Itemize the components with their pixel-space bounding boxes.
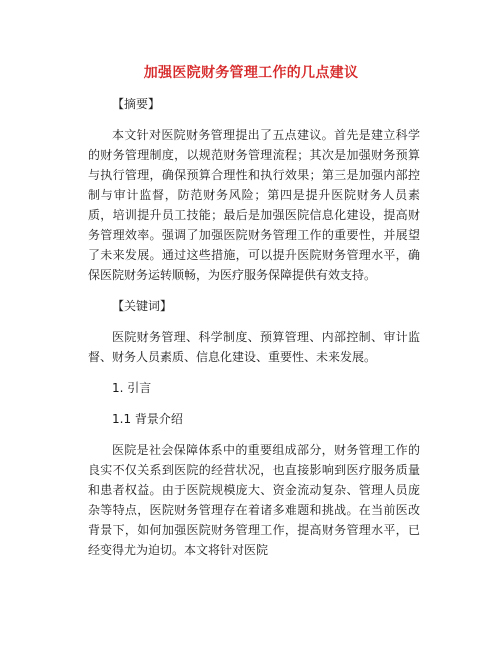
body-paragraph: 医院是社会保障体系中的重要组成部分，财务管理工作的良实不仅关系到医院的经营状况，也直接影响到医疗服务质量和患者权益。由于医院规模庞大、资金流动复杂、管理人员庞杂等特点，医院财务管理存在着诸多难题和挑战。在当前医改背景下，如何加强医院财务管理工作，提高财务管理水平，已经变得尤为迫切。本文将针对医院	[88, 443, 420, 557]
abstract-heading: 【摘要】	[112, 97, 161, 111]
document-body	[88, 94, 420, 571]
section-heading-introduction: 1. 引言	[112, 381, 152, 395]
keywords-paragraph: 医院财务管理、科学制度、预算管理、内部控制、审计监督、财务人员素质、信息化建设、重要性、未来发展。	[88, 330, 420, 364]
subsection-heading-background: 1.1 背景介绍	[112, 412, 183, 426]
keywords-heading: 【关键词】	[112, 299, 173, 313]
abstract-paragraph: 本文针对医院财务管理提出了五点建议。首先是建立科学的财务管理制度，以规范财务管理流程；其次是加强财务预算与执行管理，确保预算合理性和执行效果；第三是加强内部控制与审计监督，防范财务风险；第四是提升医院财务人员素质，培训提升员工技能；最后是加强医院信息化建设，提高财务管理效率。强调了加强医院财务管理工作的重要性，并展望了未来发展。通过这些措施，可以提升医院财务管理水平，确保医院财务运转顺畅，为医疗服务保障提供有效支持。	[88, 128, 420, 282]
document-title: 加强医院财务管理工作的几点建议	[143, 65, 359, 81]
